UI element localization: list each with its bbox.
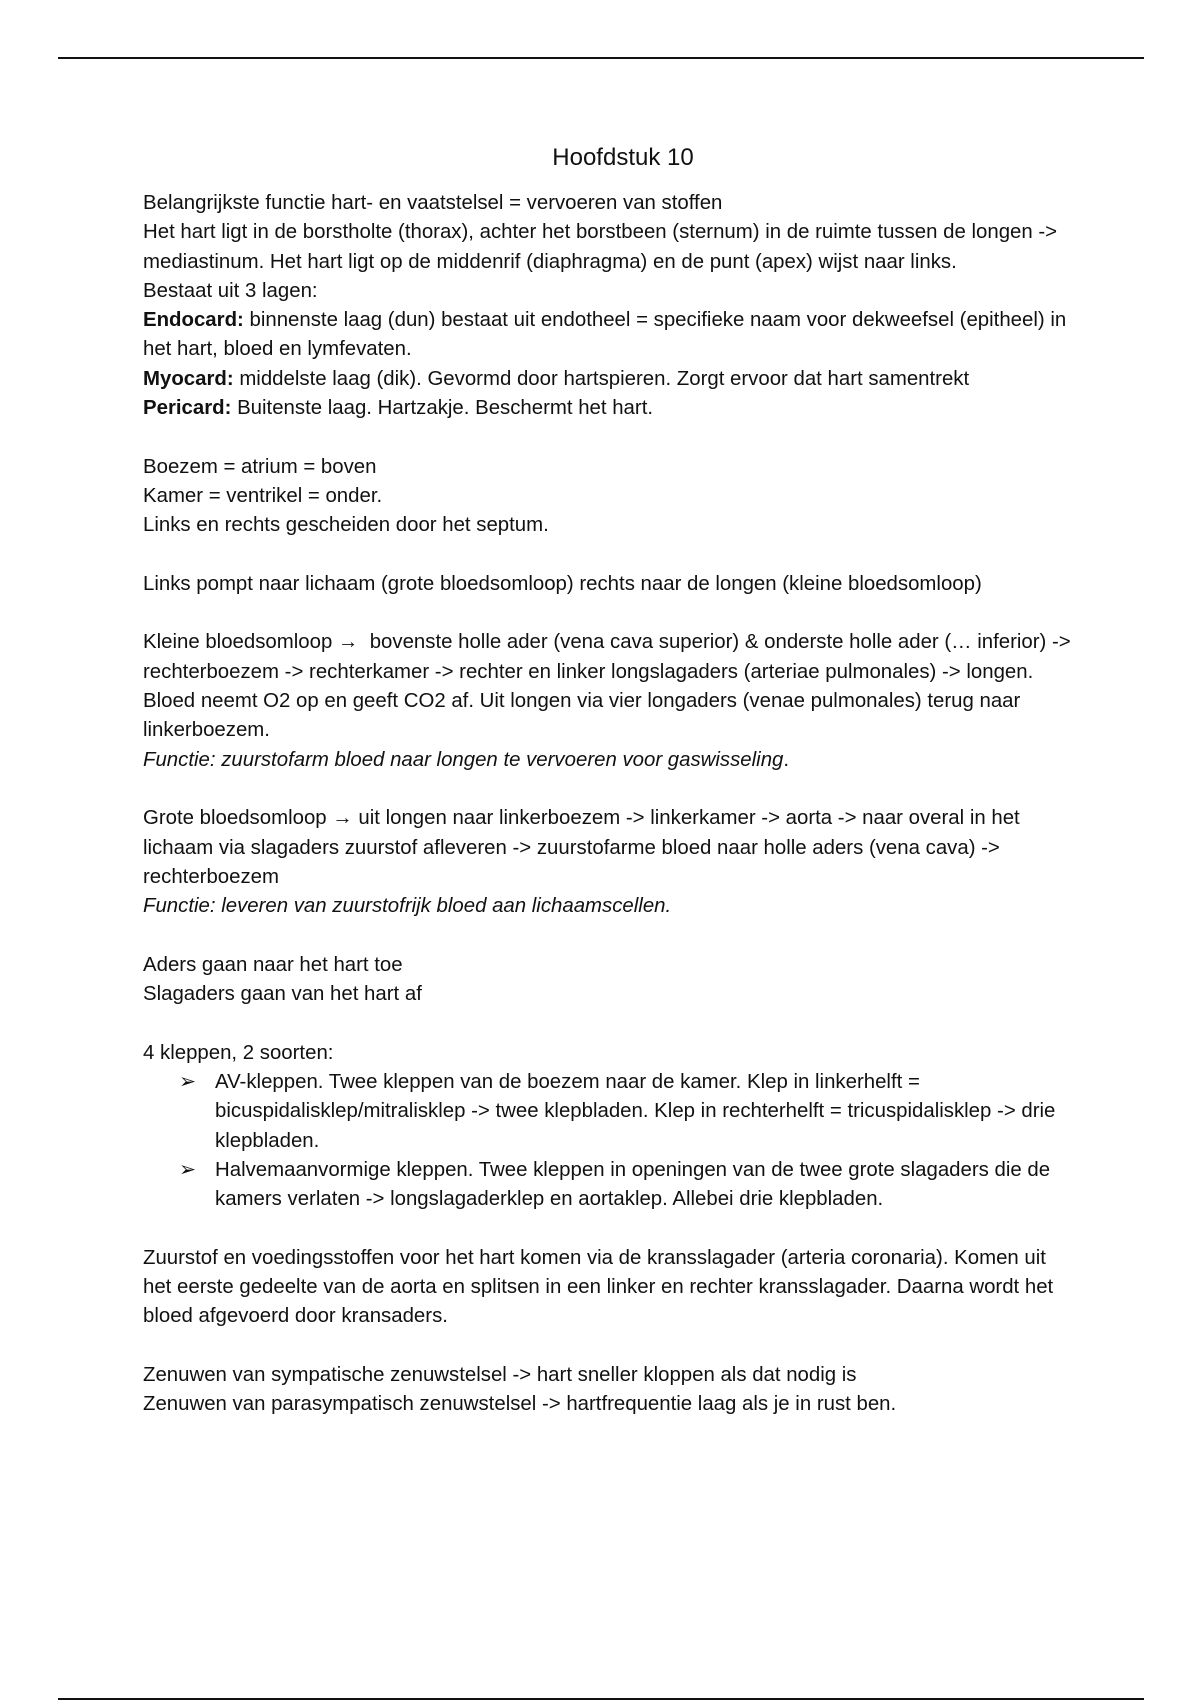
- valve-description: AV-kleppen. Twee kleppen van de boezem naar de kamer. Klep in linkerhelft = bicuspidalisklep/mitralisklep -> twee klepbladen. Klep in rechterhelft = tricuspidalisklep -> drie klepbladen.: [215, 1070, 1056, 1152]
- circulation-description: bovenste holle ader (vena cava superior) & onderste holle ader (… inferior) -> rechterboezem -> rechterkamer -> rechter en linker longslagaders (arteriae pulmonales) -> longen. Bloed neemt O2 op en geeft CO2 af. Uit longen via vier longaders (venae pulmonales) terug naar linkerboezem.: [143, 631, 1077, 742]
- list-item: [179, 1156, 1073, 1215]
- list-item: [179, 1068, 1073, 1156]
- blank-line: [143, 775, 1073, 804]
- function-end: .: [783, 748, 790, 771]
- valve-description: Halvemaanvormige kleppen. Twee kleppen in openingen van de twee grote slagaders die de kamers verlaten -> longslagaderklep en aortaklep. Allebei drie klepbladen.: [215, 1158, 1051, 1211]
- function-text: Functie: zuurstofarm bloed naar longen te vervoeren voor gaswisseling: [143, 748, 784, 771]
- layer-term: Pericard:: [143, 397, 232, 420]
- paragraph-pump: Links pompt naar lichaam (grote bloedsomloop) rechts naar de longen (kleine bloedsomloop): [143, 572, 982, 595]
- layer-description: Buitenste laag. Hartzakje. Beschermt het hart.: [231, 397, 654, 420]
- arrow-right-icon: →: [337, 631, 359, 654]
- paragraph-large-circulation: [143, 804, 1073, 892]
- paragraph-main-function: Belangrijkste functie hart- en vaatstelsel = vervoeren van stoffen: [143, 192, 723, 214]
- paragraph-coronary: Zuurstof en voedingsstoffen voor het hart komen via de kransslagader (arteria coronaria). Komen uit het eerste gedeelte van de aorta en splitsen in een linker en rechter kransslagader. Daarna wordt het bloed afgevoerd door kransaders.: [143, 1246, 1054, 1328]
- arrowhead-bullet-icon: ➢: [179, 1158, 197, 1181]
- valves-intro: 4 kleppen, 2 soorten:: [143, 1041, 334, 1064]
- blank-line: [143, 541, 1073, 570]
- blank-line: [143, 1332, 1073, 1361]
- chamber-line: Links en rechts gescheiden door het septum.: [143, 514, 549, 537]
- document-body: [143, 143, 1077, 1419]
- blank-line: [143, 423, 1073, 452]
- valves-list: [143, 1068, 1073, 1214]
- layer-term: Endocard:: [143, 309, 244, 332]
- blank-line: [143, 599, 1073, 628]
- layer-description: middelste laag (dik). Gevormd door hartspieren. Zorgt ervoor dat hart samentrekt: [233, 367, 970, 390]
- paragraph-small-circulation: [143, 628, 1077, 745]
- paragraph-heart-location: Het hart ligt in de borstholte (thorax), achter het borstbeen (sternum) in de ruimte tussen de longen -> mediastinum. Het hart ligt op de middenrif (diaphragma) en de punt (apex) wijst naar links.: [143, 221, 1058, 273]
- vessel-line: Aders gaan naar het hart toe: [143, 953, 403, 976]
- circulation-label: Kleine bloedsomloop: [143, 631, 333, 654]
- circulation-description: uit longen naar linkerboezem -> linkerkamer -> aorta -> naar overal in het lichaam via slagaders zuurstof afleveren -> zuurstofarme bloed naar holle aders (vena cava) -> rechterboezem: [143, 807, 1020, 888]
- blank-line: [143, 1009, 1073, 1038]
- nerve-line: Zenuwen van parasympatisch zenuwstelsel -> hartfrequentie laag als je in rust ben.: [143, 1393, 897, 1416]
- nerve-line: Zenuwen van sympatische zenuwstelsel -> hart sneller kloppen als dat nodig is: [143, 1363, 857, 1386]
- vessel-line: Slagaders gaan van het hart af: [143, 983, 422, 1006]
- layer-myocard: [143, 365, 1073, 394]
- arrowhead-bullet-icon: ➢: [179, 1070, 197, 1093]
- page-title: Hoofdstuk 10: [552, 144, 694, 171]
- blank-line: [143, 921, 1073, 950]
- chamber-line: Boezem = atrium = boven: [143, 455, 377, 478]
- layer-endocard: [143, 306, 1073, 365]
- layer-description: binnenste laag (dun) bestaat uit endotheel = specifieke naam voor dekweefsel (epitheel) in het hart, bloed en lymfevaten.: [143, 309, 1067, 361]
- circulation-label: Grote bloedsomloop: [143, 807, 327, 830]
- arrow-right-icon: →: [332, 807, 353, 830]
- layer-term: Myocard:: [143, 367, 234, 390]
- blank-line: [143, 1214, 1073, 1243]
- chamber-line: Kamer = ventrikel = onder.: [143, 484, 383, 507]
- small-circulation-function: [143, 746, 1073, 775]
- paragraph-layers-intro: Bestaat uit 3 lagen:: [143, 279, 318, 302]
- large-circulation-function: Functie: leveren van zuurstofrijk bloed aan lichaamscellen.: [143, 895, 672, 918]
- header-rule: [58, 57, 1144, 59]
- layer-pericard: [143, 394, 1073, 423]
